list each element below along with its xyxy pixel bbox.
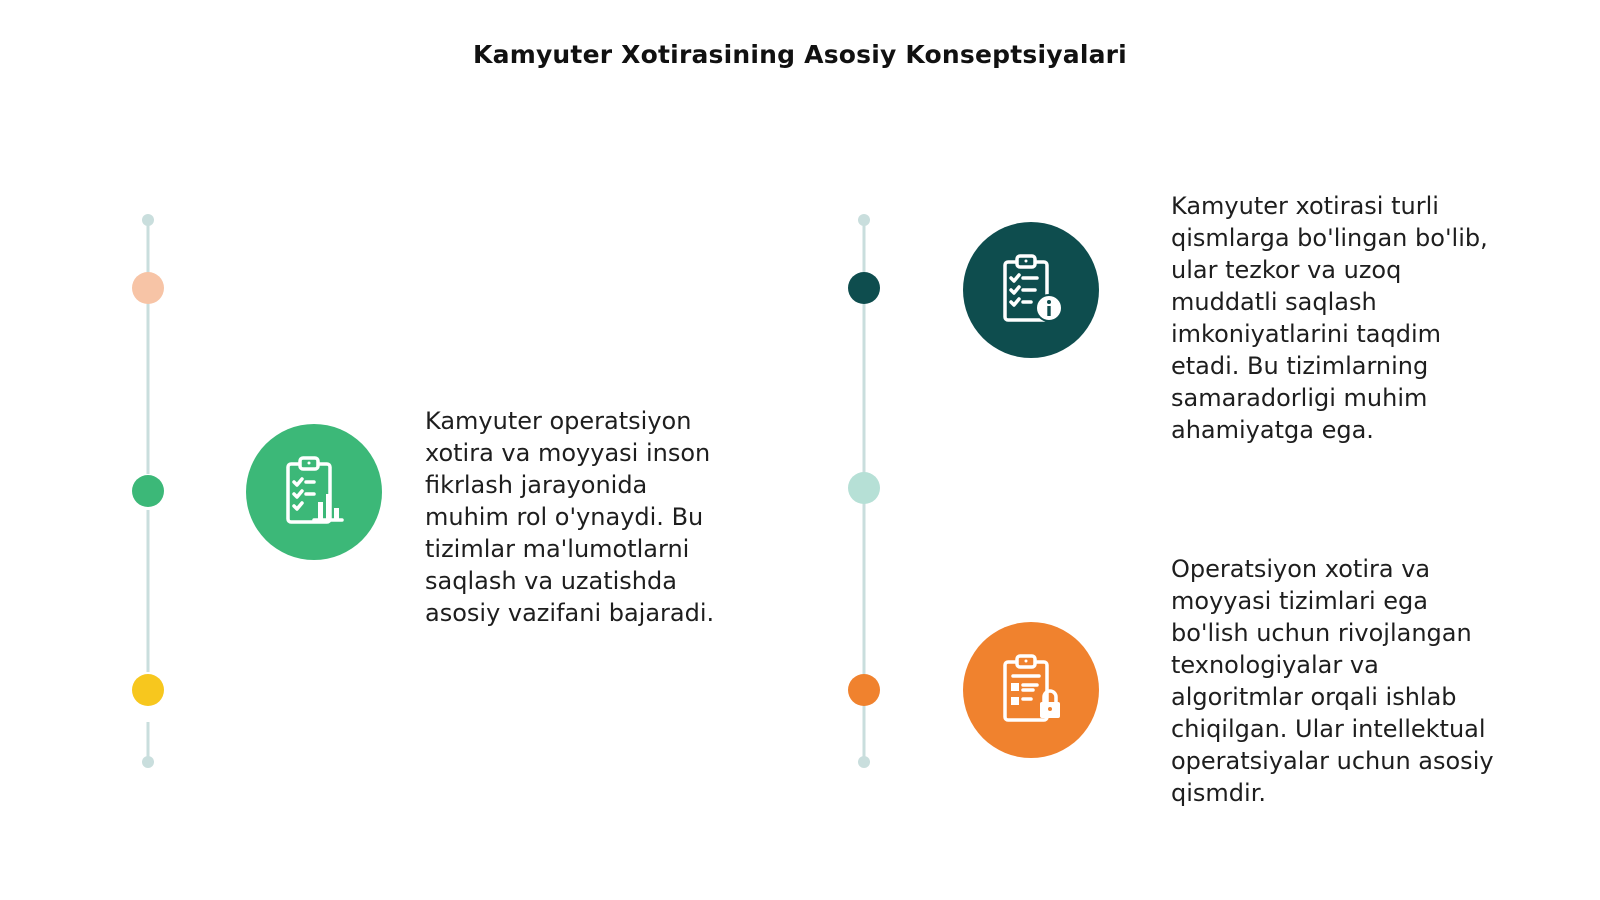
icon-circle-orange bbox=[963, 622, 1099, 758]
left-dot-2 bbox=[132, 475, 164, 507]
clipboard-lock-icon bbox=[991, 650, 1071, 730]
left-dot-3 bbox=[132, 674, 164, 706]
right-dot-1 bbox=[848, 272, 880, 304]
description-memory-types: Kamyuter xotirasi turli qismlarga bo'lingan bo'lib, ular tezkor va uzoq muddatli saqlash imkoniyatlarini taqdim etadi. Bu tizimlarning samaradorligi muhim ahamiyatga ega. bbox=[1171, 192, 1488, 444]
left-track-end-cap bbox=[142, 756, 154, 768]
left-dot-1 bbox=[132, 272, 164, 304]
page-title: Kamyuter Xotirasining Asosiy Konseptsiyalari bbox=[473, 40, 1127, 69]
clipboard-info-icon bbox=[991, 250, 1071, 330]
description-memory-and-brain: Kamyuter operatsiyon xotira va moyyasi inson fikrlash jarayonida muhim rol o'ynaydi. Bu tizimlar ma'lumotlarni saqlash va uzatishda asosiy vazifani bajaradi. bbox=[425, 407, 715, 627]
right-dot-3 bbox=[848, 674, 880, 706]
description-technologies: Operatsiyon xotira va moyyasi tizimlari ega bo'lish uchun rivojlangan texnologiyalar va algoritmlar orqali ishlab chiqilgan. Ular intellektual operatsiyalar uchun asosiy qismdir. bbox=[1171, 555, 1494, 807]
left-track-start-cap bbox=[142, 214, 154, 226]
right-track-start-cap bbox=[858, 214, 870, 226]
right-dot-2 bbox=[848, 472, 880, 504]
clipboard-chart-icon bbox=[274, 452, 354, 532]
icon-circle-dark-teal bbox=[963, 222, 1099, 358]
icon-circle-green bbox=[246, 424, 382, 560]
right-track-end-cap bbox=[858, 756, 870, 768]
